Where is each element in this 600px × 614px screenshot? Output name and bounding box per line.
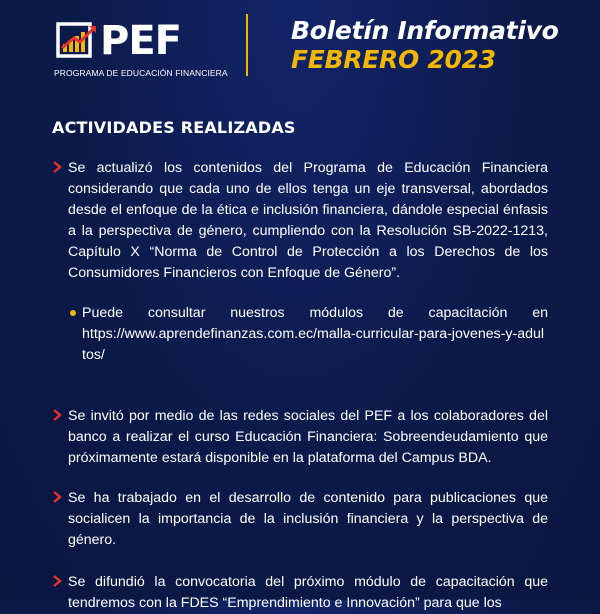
header — [0, 0, 600, 90]
list-item-text: Se invitó por medio de las redes sociales del PEF a los colaboradores del banco a realizar el curso Educación Financiera: Sobreendeudamiento que próximamente estará disponible en la plataforma del Campus BDA. — [68, 408, 548, 466]
chevron-right-icon — [52, 161, 62, 173]
sub-list-item-text — [82, 303, 548, 366]
bulletin-date: FEBRERO 2023 — [291, 45, 496, 74]
list-item — [52, 406, 548, 469]
sub-item-lead: Puede consultar nuestros módulos de capacitación en — [82, 305, 548, 321]
list-item — [52, 572, 548, 614]
bulletin-title: Boletín Informativo — [291, 16, 559, 45]
training-modules-link[interactable]: https://www.aprendefinanzas.com.ec/malla-curricular-para-jovenes-y-adultos/ — [82, 326, 545, 363]
pef-logo[interactable] — [54, 18, 228, 80]
list-item-text: Se ha trabajado en el desarrollo de contenido para publicaciones que socialicen la importancia de la inclusión financiera y la perspectiva de género. — [68, 490, 548, 548]
growth-chart-logo-icon — [54, 18, 98, 62]
list-item-text: Se difundió la convocatoria del próximo módulo de capacitación que tendremos con la FDES “Emprendimiento e Innovación” para que los — [68, 574, 548, 611]
list-item — [52, 158, 548, 284]
list-item-text: Se actualizó los contenidos del Programa de Educación Financiera considerando que cada uno de ellos tenga un eje transversal, abordados desde el enfoque de la ética e inclusión financiera, dándole especial énfasis a la perspectiva de género, cumpliendo con la Resolución SB-2022-1213, Capítulo X “Norma de Control de Protección a los Derechos de los Consumidores Financieros con Enfoque de Género”. — [68, 160, 548, 281]
chevron-right-icon — [52, 575, 62, 587]
sub-list-item — [70, 303, 548, 366]
header-divider — [246, 14, 248, 76]
logo-text: PEF — [100, 18, 181, 64]
section-title: ACTIVIDADES REALIZADAS — [52, 118, 296, 137]
list-item — [52, 488, 548, 551]
bullet-dot-icon — [70, 310, 76, 316]
logo-subtitle: PROGRAMA DE EDUCACIÓN FINANCIERA — [54, 68, 228, 78]
chevron-right-icon — [52, 409, 62, 421]
chevron-right-icon — [52, 491, 62, 503]
